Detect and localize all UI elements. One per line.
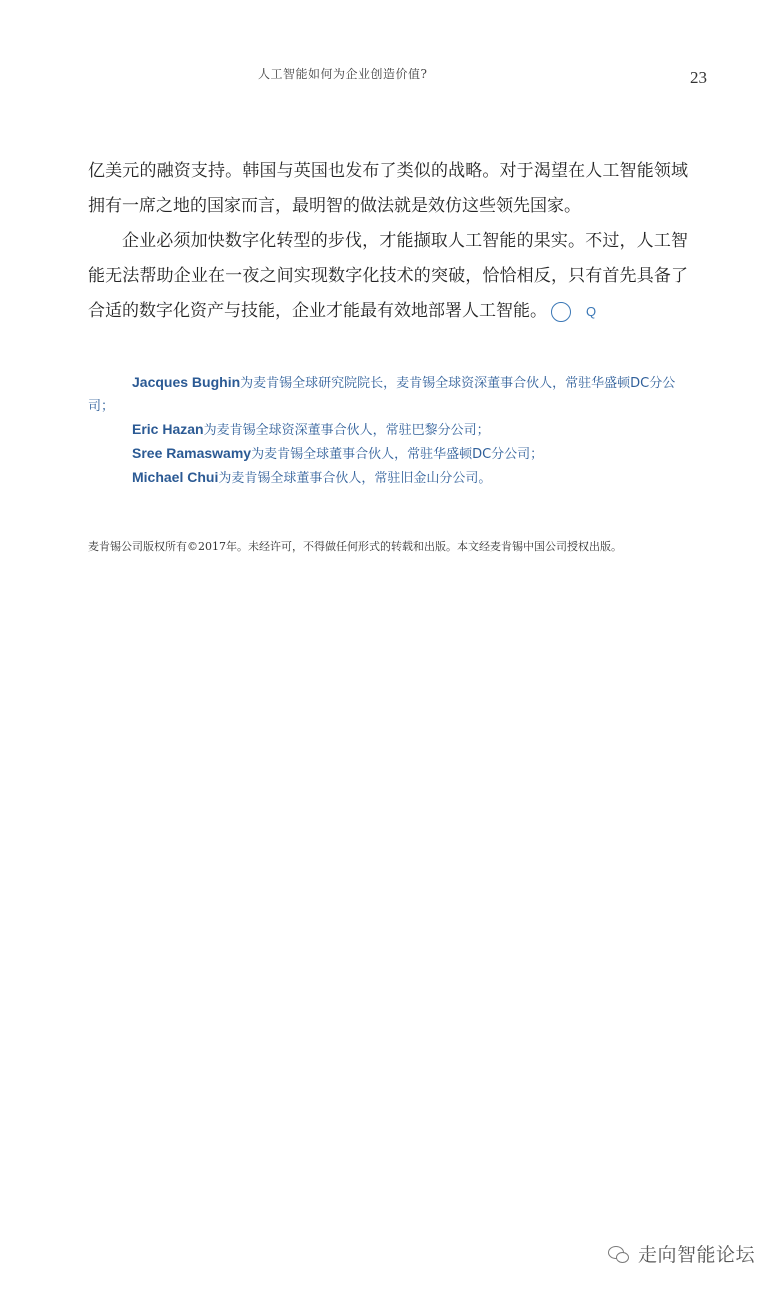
author-name: Sree Ramaswamy <box>132 445 252 461</box>
copyright-notice: 麦肯锡公司版权所有©2017年。未经许可，不得做任何形式的转载和出版。本文经麦肯锡中国公司授权出版。 <box>88 540 622 553</box>
author-name: Michael Chui <box>132 469 219 485</box>
watermark-text: 走向智能论坛 <box>637 1244 755 1266</box>
paragraph-text: 企业必须加快数字化转型的步伐，才能撷取人工智能的果实。不过，人工智能无法帮助企业在一夜之间实现数字化技术的突破，恰恰相反，只有首先具备了合适的数字化资产与技能，企业才能最有效地部署人工智能。 <box>88 231 688 321</box>
wechat-icon <box>608 1244 630 1264</box>
author-bio <box>88 371 688 418</box>
author-description: 为麦肯锡全球董事合伙人，常驻旧金山分公司。 <box>218 471 492 486</box>
paragraph: 亿美元的融资支持。韩国与英国也发布了类似的战略。对于渴望在人工智能领域拥有一席之地的国家而言，最明智的做法就是效仿这些领先国家。 <box>88 161 688 216</box>
author-bios <box>88 371 688 490</box>
watermark <box>608 1240 755 1267</box>
end-mark-icon: Q <box>551 302 571 322</box>
running-header: 人工智能如何为企业创造价值? <box>258 67 428 81</box>
author-name: Jacques Bughin <box>132 374 241 390</box>
author-name: Eric Hazan <box>132 421 204 437</box>
author-bio <box>88 442 688 466</box>
author-description: 为麦肯锡全球研究院院长，麦肯锡全球资深董事合伙人，常驻华盛顿DC分公司； <box>88 376 676 414</box>
author-description: 为麦肯锡全球董事合伙人，常驻华盛顿DC分公司； <box>251 447 544 462</box>
author-bio <box>88 466 688 490</box>
body-text <box>88 154 688 329</box>
author-bio <box>88 418 688 442</box>
author-description: 为麦肯锡全球资深董事合伙人，常驻巴黎分公司； <box>203 423 490 438</box>
page-number: 23 <box>690 68 707 87</box>
paragraph <box>88 224 688 329</box>
